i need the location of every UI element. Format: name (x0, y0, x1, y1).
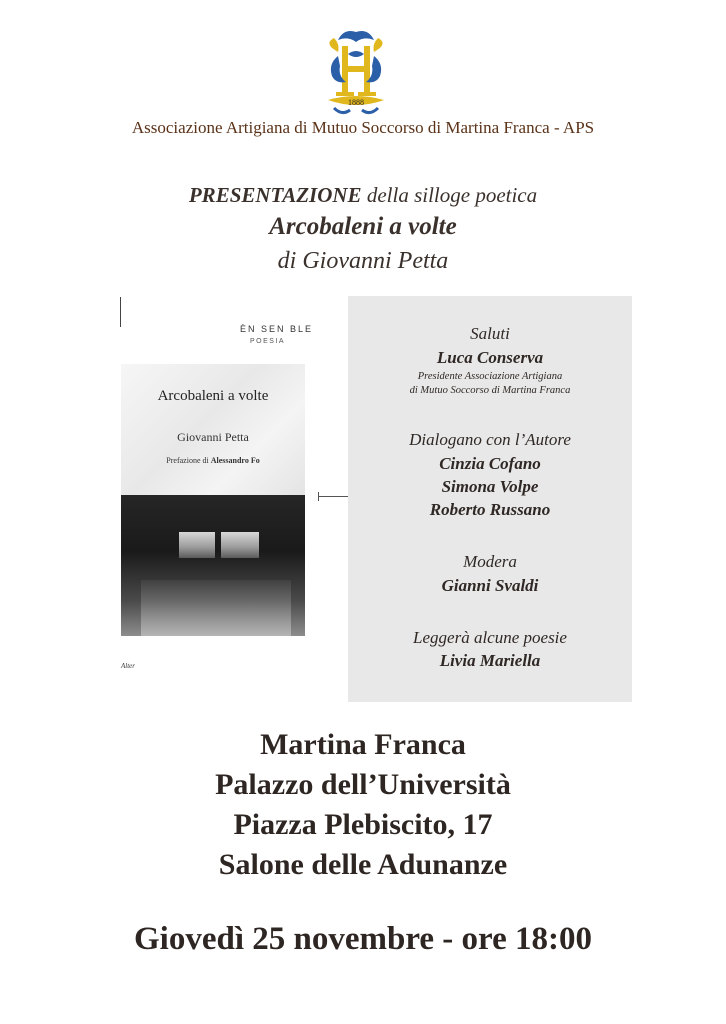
logo-year: 1888 (348, 98, 364, 107)
speaker-name: Cinzia Cofano (439, 454, 541, 473)
association-name: Associazione Artigiana di Mutuo Soccorso di Martina Franca - APS (131, 118, 595, 137)
connector-line (318, 496, 348, 497)
cover-window-right (221, 532, 259, 558)
cover-preface-label: Prefazione di (166, 456, 211, 465)
book-cover-image (121, 364, 305, 636)
book-author: di Giovanni Petta (277, 248, 449, 274)
venue-room: Salone delle Adunanze (218, 848, 508, 881)
greetings-label: Saluti (470, 324, 510, 343)
cover-floor-light (141, 580, 291, 636)
cover-imprint: Alter (121, 662, 135, 670)
reading-label: Leggerà alcune poesie (413, 628, 567, 647)
presentation-heading (0, 183, 726, 208)
speaker-name: Simona Volpe (441, 477, 539, 496)
cover-preface-name: Alessandro Fo (210, 456, 260, 465)
cover-photo (121, 495, 305, 636)
cover-preface (121, 456, 305, 465)
presentation-subtitle: della silloge poetica (361, 183, 538, 207)
cover-series: POESIA (250, 338, 286, 345)
cover-window-left (179, 532, 215, 558)
cover-title: Arcobaleni a volte (157, 388, 269, 404)
venue-city: Martina Franca (260, 728, 466, 761)
program-panel (348, 296, 632, 702)
dialogue-label: Dialogano con l’Autore (409, 430, 571, 449)
cover-author: Giovanni Petta (177, 430, 249, 444)
greetings-role-line-1: Presidente Associazione Artigiana (417, 371, 563, 382)
speaker-name: Roberto Russano (429, 500, 551, 519)
book-title: Arcobaleni a volte (269, 213, 457, 240)
cover-publisher: ÈN SEN BLE (240, 324, 314, 334)
greetings-name: Luca Conserva (436, 348, 544, 367)
venue-address: Piazza Plebiscito, 17 (233, 808, 493, 841)
reader-name: Livia Mariella (439, 651, 541, 670)
moderator-name: Gianni Svaldi (441, 576, 539, 595)
association-logo (318, 26, 394, 118)
presentation-label: PRESENTAZIONE (188, 183, 362, 207)
moderator-label: Modera (463, 552, 517, 571)
event-datetime: Giovedì 25 novembre - ore 18:00 (134, 921, 592, 957)
greetings-role-line-2: di Mutuo Soccorso di Martina Franca (409, 385, 571, 396)
venue-building: Palazzo dell’Università (215, 768, 511, 801)
crop-mark (120, 297, 121, 327)
